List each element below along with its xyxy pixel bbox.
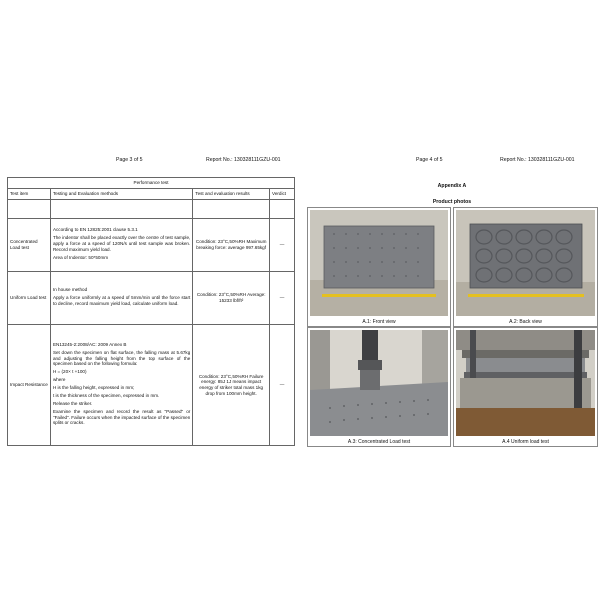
photo-caption: A.2: Back view — [509, 319, 542, 325]
report-page-4 — [304, 0, 600, 600]
page-number: Page 4 of 5 — [416, 157, 443, 163]
table-row — [8, 325, 295, 446]
method-cell — [50, 325, 192, 446]
product-photo-image — [456, 210, 595, 316]
column-header-methods: Testing and Evaluation methods — [50, 189, 192, 200]
report-number: Report No.: 130328111GZU-001 — [500, 157, 575, 163]
column-header-results: Test and evaluation results — [193, 189, 270, 200]
section-title: Product photos — [432, 199, 472, 205]
method-line: H = (20× t +100) — [52, 369, 87, 375]
column-header-test-item: Test item — [8, 189, 51, 200]
method-line: H is the falling height, expressed in mm; — [52, 385, 135, 390]
method-line: Apply a force uniformly at a speed of 5mm/min until the force start to decline, record maximum yield load, calculate uniform load. — [52, 295, 191, 306]
verdict-cell: — — [270, 219, 295, 272]
verdict-cell: — — [270, 272, 295, 325]
table-title: Performance test — [8, 178, 295, 189]
method-line: According to EN 12825:2001 clause 5.3.1 — [52, 227, 138, 233]
method-line: t is the thickness of the specimen, expressed in mm. — [52, 392, 160, 398]
result-cell: Condition: 23°C,50%RH Maximum breaking force: average 997.65kgf — [193, 219, 270, 272]
report-number: Report No.: 130328111GZU-001 — [206, 157, 281, 163]
table-header-row — [8, 189, 295, 200]
product-photo-image — [310, 330, 448, 436]
photo-caption: A.4 Uniform load test — [502, 439, 549, 445]
result-cell: Condition: 23°C,50%RH Average: 15233 lbf/ft² — [193, 272, 270, 325]
photo-uniform-load-test — [453, 327, 598, 447]
photo-caption: A.3: Concentrated Load test — [347, 439, 411, 445]
method-line: Examine the specimen and record the result as "Passed" or "Failed". Failure occurs when the impacted surface of the specimen splits or cracks. — [52, 408, 191, 426]
method-cell — [50, 272, 192, 325]
product-photo-image — [456, 330, 595, 436]
method-line: Release the striker. — [52, 400, 93, 406]
method-cell — [50, 219, 192, 272]
appendix-title: Appendix A — [437, 183, 467, 189]
table-spacer-row — [8, 200, 295, 219]
photo-concentrated-load-test — [307, 327, 451, 447]
column-header-verdict: Verdict — [270, 189, 295, 200]
method-line: The indentor shall be placed exactly over the centre of test sample, apply a force at a speed of 120N/s until test sample was broken. Record maximum yield load. — [52, 235, 191, 252]
test-item-cell: Impact Resistance — [8, 325, 51, 446]
verdict-cell: — — [270, 325, 295, 446]
performance-test-table — [7, 177, 295, 446]
method-line: Area of Indentor: 50*50mm — [52, 254, 109, 260]
product-photo-image — [310, 210, 448, 316]
method-line: where — [52, 377, 66, 383]
photo-front-view — [307, 207, 451, 327]
page-number: Page 3 of 5 — [116, 157, 143, 163]
test-item-cell: Uniform Load test — [8, 272, 51, 325]
result-cell: Condition: 23°C,50%RH Failure energy: 85J 1J means impact energy of striker total mass 1kg drop from 100mm height. — [193, 325, 270, 446]
photo-caption: A.1: Front view — [362, 319, 396, 325]
method-line: EN13245-2:2008/AC: 2009 Annex B — [52, 341, 127, 347]
table-row — [8, 272, 295, 325]
method-line: In house method — [52, 287, 88, 293]
photo-back-view — [453, 207, 598, 327]
test-item-cell: Concentrated Load test — [8, 219, 51, 272]
method-line: Set down the specimen on flat surface, the falling mass at 5.67kg and adjusting the falling height from the top surface of the specimen based on the following formula: — [52, 349, 191, 367]
table-row — [8, 219, 295, 272]
